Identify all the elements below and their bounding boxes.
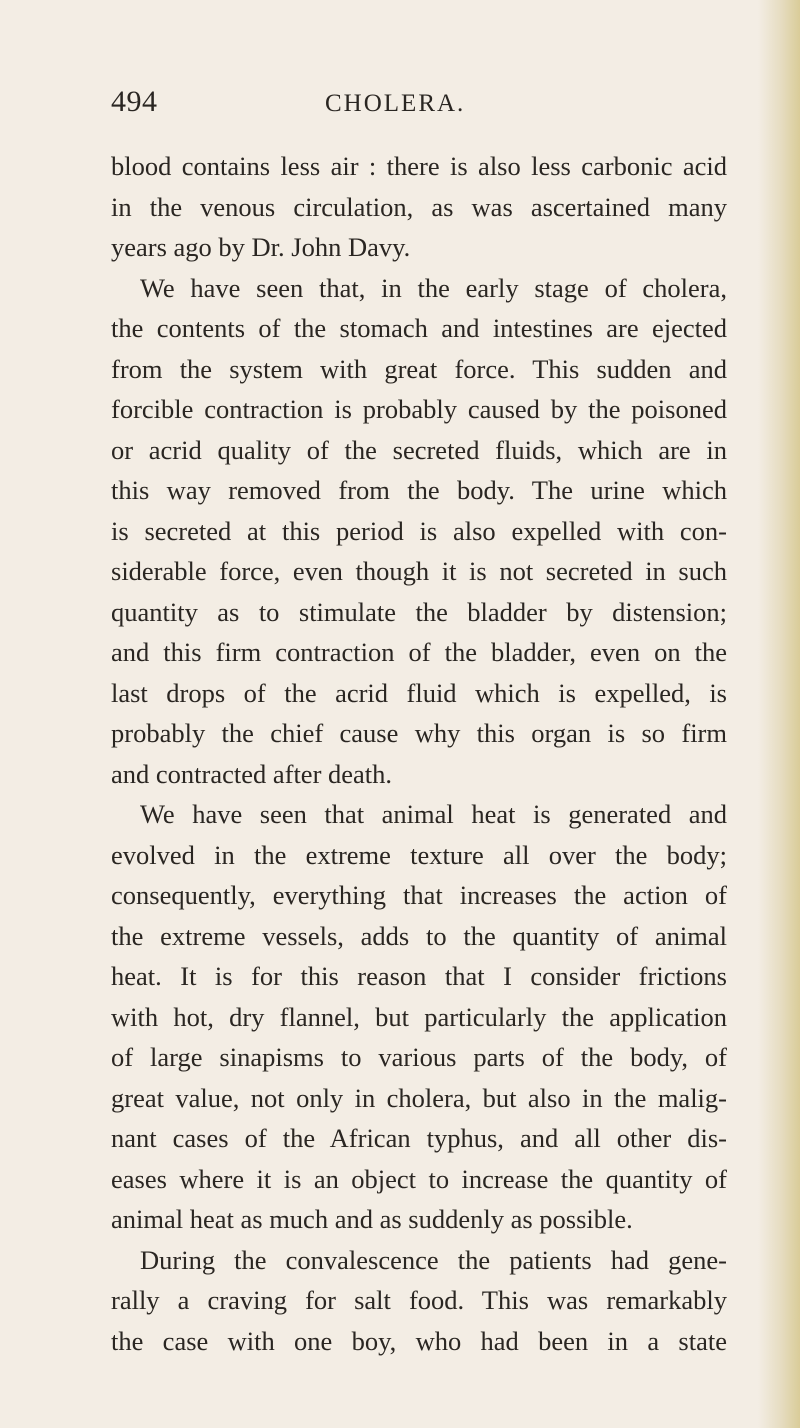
text-line: quantity as to stimulate the bladder by distension; [111,596,727,627]
text-line: consequently, everything that increases the action of [111,880,727,910]
text-line: and this firm contraction of the bladder, even on the [111,637,727,667]
text-line: this way removed from the body. The urine which [111,475,727,505]
text-line: last drops of the acrid fluid which is expelled, is [111,677,727,708]
text-line: is secreted at this period is also expelled with con- [111,515,727,546]
text-line: the case with one boy, who had been in a state [111,1325,727,1356]
text-line: rally a craving for salt food. This was remarkably [111,1285,727,1315]
text-line: or acrid quality of the secreted fluids, which are in [111,434,727,465]
running-title: CHOLERA. [325,90,466,117]
page-edge-shadow [758,0,800,1428]
text-line: During the convalescence the patients had gene- [140,1244,727,1275]
text-line: with hot, dry flannel, but particularly the application [111,1001,727,1032]
text-line: We have seen that animal heat is generated and [140,799,727,829]
page-number: 494 [111,85,158,118]
text-line: evolved in the extreme texture all over the body; [111,839,727,870]
text-line: blood contains less air : there is also less carbonic acid [111,151,727,181]
text-line: eases where it is an object to increase the quantity of [111,1163,727,1194]
text-line: siderable force, even though it is not secreted in such [111,556,727,586]
text-line: the extreme vessels, adds to the quantity of animal [111,920,727,951]
body-text [111,146,727,1361]
text-line: great value, not only in cholera, but also in the malig- [111,1082,727,1113]
text-line: years ago by Dr. John Davy. [111,232,411,262]
text-line: in the venous circulation, as was ascertained many [111,191,727,222]
text-line: nant cases of the African typhus, and all other dis- [111,1123,727,1153]
text-line: heat. It is for this reason that I consider frictions [111,961,727,991]
text-line: probably the chief cause why this organ is so firm [111,718,727,748]
text-line: the contents of the stomach and intestines are ejected [111,313,727,343]
text-line: forcible contraction is probably caused by the poisoned [111,394,727,424]
running-head [0,82,800,122]
text-line: and contracted after death. [111,758,393,789]
text-line: We have seen that, in the early stage of cholera, [140,272,727,303]
text-line: of large sinapisms to various parts of the body, of [111,1042,727,1072]
text-line: from the system with great force. This sudden and [111,353,727,384]
text-line: animal heat as much and as suddenly as possible. [111,1204,633,1234]
